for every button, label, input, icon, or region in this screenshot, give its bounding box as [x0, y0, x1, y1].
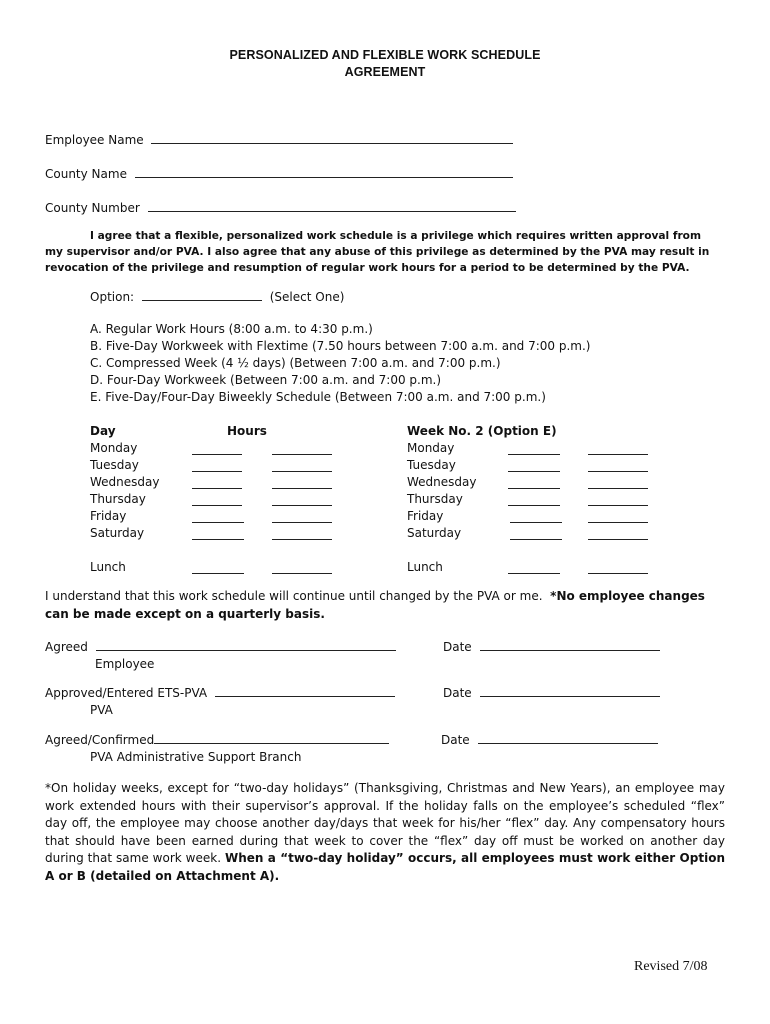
understand-bold-text: *No employee changes can be made except on a quarterly basis.	[45, 589, 705, 621]
week2-lunch-start-field[interactable]	[508, 572, 560, 574]
week1-day-friday: Friday	[90, 509, 127, 523]
agreement-paragraph: I agree that a flexible, personalized work schedule is a privilege which requires written approval from my supervisor and/or PVA. I also agree that any abuse of this privilege as determined by the PVA may result in revocation of the privilege and resumption of regular work hours for a period to be determined by the PVA.	[45, 230, 710, 274]
option-select-one: (Select One)	[269, 290, 345, 304]
week2-monday-start-field[interactable]	[508, 453, 560, 455]
agreed-confirmed-label: Agreed/Confirmed	[45, 733, 155, 747]
county-name-label: County Name	[45, 167, 127, 181]
option-row	[90, 289, 344, 304]
week2-day-thursday: Thursday	[407, 492, 463, 506]
week2-wednesday-start-field[interactable]	[508, 487, 560, 489]
date-label-1: Date	[443, 640, 472, 654]
date-label-2: Date	[443, 686, 472, 700]
option-field[interactable]	[142, 289, 262, 301]
week2-day-wednesday: Wednesday	[407, 475, 477, 489]
agreed-row	[45, 639, 396, 654]
revision-footer: Revised 7/08	[634, 959, 708, 974]
agreed-confirmed-row	[45, 732, 389, 747]
county-name-field[interactable]	[135, 166, 513, 178]
week1-monday-start-field[interactable]	[192, 453, 242, 455]
week2-saturday-end-field[interactable]	[588, 538, 648, 540]
week1-tuesday-start-field[interactable]	[192, 470, 242, 472]
week2-lunch: Lunch	[407, 560, 443, 574]
week1-wednesday-end-field[interactable]	[272, 487, 332, 489]
week2-wednesday-end-field[interactable]	[588, 487, 648, 489]
week2-header: Week No. 2 (Option E)	[407, 424, 557, 438]
week1-lunch: Lunch	[90, 560, 126, 574]
employee-name-label: Employee Name	[45, 133, 144, 147]
holiday-bold-text: When a “two-day holiday” occurs, all employees must work either Option A or B (detailed on Attachment A).	[45, 851, 725, 883]
week2-friday-start-field[interactable]	[510, 521, 562, 523]
week1-day-saturday: Saturday	[90, 526, 145, 540]
date-label-3: Date	[441, 733, 470, 747]
week2-monday-end-field[interactable]	[588, 453, 648, 455]
date-row-3	[441, 732, 658, 747]
option-choice-c: C. Compressed Week (4 ½ days) (Between 7:00 a.m. and 7:00 p.m.)	[90, 356, 501, 370]
option-label: Option:	[90, 290, 135, 304]
week2-saturday-start-field[interactable]	[510, 538, 562, 540]
week1-thursday-start-field[interactable]	[192, 504, 242, 506]
admin-signature-field[interactable]	[154, 732, 389, 744]
week1-day-monday: Monday	[90, 441, 138, 455]
county-number-field[interactable]	[148, 200, 516, 212]
week2-tuesday-start-field[interactable]	[508, 470, 560, 472]
document-title-line2: AGREEMENT	[344, 65, 426, 79]
option-choice-e: E. Five-Day/Four-Day Biweekly Schedule (Between 7:00 a.m. and 7:00 p.m.)	[90, 390, 546, 404]
holiday-paragraph	[45, 780, 725, 885]
pva-admin-caption: PVA Administrative Support Branch	[90, 750, 302, 764]
admin-date-field[interactable]	[478, 732, 658, 744]
day-header: Day	[90, 424, 116, 438]
employee-date-field[interactable]	[480, 639, 660, 651]
approved-label: Approved/Entered ETS-PVA	[45, 686, 208, 700]
approved-row	[45, 685, 395, 700]
county-number-row	[45, 200, 516, 215]
date-row-2	[443, 685, 660, 700]
employee-signature-field[interactable]	[96, 639, 396, 651]
county-name-row	[45, 166, 513, 181]
week1-saturday-start-field[interactable]	[192, 538, 244, 540]
week2-day-tuesday: Tuesday	[407, 458, 456, 472]
county-number-label: County Number	[45, 201, 140, 215]
week1-monday-end-field[interactable]	[272, 453, 332, 455]
week2-tuesday-end-field[interactable]	[588, 470, 648, 472]
week2-day-saturday: Saturday	[407, 526, 462, 540]
option-choice-b: B. Five-Day Workweek with Flextime (7.50 hours between 7:00 a.m. and 7:00 p.m.)	[90, 339, 591, 353]
pva-date-field[interactable]	[480, 685, 660, 697]
week2-day-friday: Friday	[407, 509, 444, 523]
week1-wednesday-start-field[interactable]	[192, 487, 242, 489]
week1-thursday-end-field[interactable]	[272, 504, 332, 506]
employee-name-row	[45, 132, 513, 147]
understand-paragraph	[45, 588, 720, 623]
agreed-label: Agreed	[45, 640, 88, 654]
employee-caption: Employee	[95, 657, 155, 671]
week1-day-wednesday: Wednesday	[90, 475, 160, 489]
option-choice-d: D. Four-Day Workweek (Between 7:00 a.m. and 7:00 p.m.)	[90, 373, 442, 387]
week2-thursday-end-field[interactable]	[588, 504, 648, 506]
pva-caption: PVA	[90, 703, 113, 717]
hours-header: Hours	[227, 424, 267, 438]
week2-lunch-end-field[interactable]	[588, 572, 648, 574]
holiday-text: *On holiday weeks, except for “two-day holidays” (Thanksgiving, Christmas and New Years), an employee may work extended hours with their supervisor’s approval. If the holiday falls on the employee’s scheduled “flex” day off, the employee may choose another day/days that week for his/her “flex” day. Any compensatory hours that should have been earned during that week to cover the “flex” day off must be worked on another day during that same work week.	[45, 781, 725, 865]
week2-day-monday: Monday	[407, 441, 455, 455]
week1-day-tuesday: Tuesday	[90, 458, 139, 472]
week1-lunch-end-field[interactable]	[272, 572, 332, 574]
week1-tuesday-end-field[interactable]	[272, 470, 332, 472]
week1-friday-start-field[interactable]	[192, 521, 244, 523]
pva-signature-field[interactable]	[215, 685, 395, 697]
employee-name-field[interactable]	[151, 132, 513, 144]
week1-day-thursday: Thursday	[90, 492, 146, 506]
week2-friday-end-field[interactable]	[588, 521, 648, 523]
date-row-1	[443, 639, 660, 654]
document-title-line1: PERSONALIZED AND FLEXIBLE WORK SCHEDULE	[229, 48, 541, 62]
week1-saturday-end-field[interactable]	[272, 538, 332, 540]
week1-lunch-start-field[interactable]	[192, 572, 244, 574]
option-choice-a: A. Regular Work Hours (8:00 a.m. to 4:30 p.m.)	[90, 322, 373, 336]
week2-thursday-start-field[interactable]	[508, 504, 560, 506]
week1-friday-end-field[interactable]	[272, 521, 332, 523]
understand-text: I understand that this work schedule will continue until changed by the PVA or me.	[45, 589, 543, 603]
